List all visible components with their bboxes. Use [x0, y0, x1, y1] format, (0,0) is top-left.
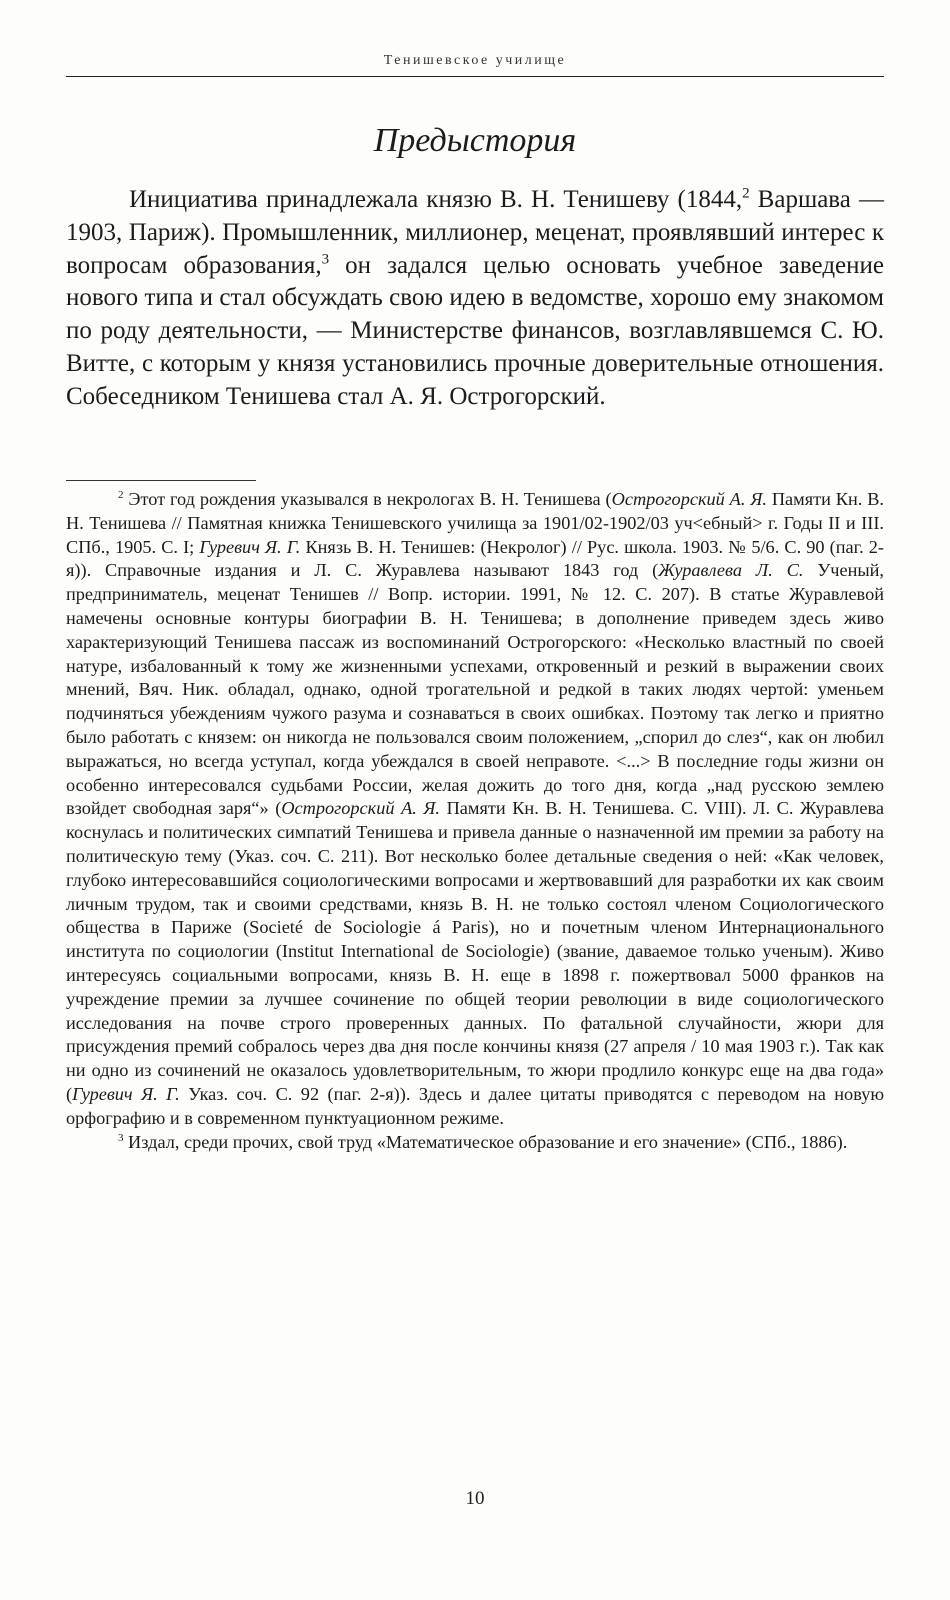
footnote-3 [66, 1131, 884, 1155]
body-text-3: он задался целью основать учебное заведение нового типа и стал обсуждать свою идею в ведомстве, хорошо ему знакомом по роду деятельности, — Министерстве финансов, возглавлявшемся С. Ю. Витте, с которым у князя установились прочные доверительные отношения. Собеседником Тенишева стал А. Я. Острогорский. [66, 251, 884, 410]
footnote-text: Князь В. Н. Тенишев: (Некролог) // Рус. школа. 1903. № 5/6. С. 90 (паг. 2-я)). Справочные издания и Л. С. Журавлева называют 1843 год ( [66, 536, 884, 581]
main-paragraph [66, 184, 884, 414]
footnote-text: Памяти Кн. В. Н. Тенишева // Памятная книжка Тенишевского училища за 1901/02-1902/03 уч<ебный> г. Годы II и III. СПб., 1905. С. I; [66, 489, 885, 557]
footnote-text: Издал, среди прочих, свой труд «Математическое образование и его значение» (СПб., 1886). [123, 1131, 848, 1152]
footnote-text: Этот год рождения указывался в некрологах В. Н. Тенишева ( [123, 489, 612, 509]
footnote-number: 2 [118, 488, 124, 501]
citation-author: Гуревич Я. Г. [199, 536, 301, 557]
running-head: Тенишевское училище [383, 53, 567, 68]
footnote-text: Указ. соч. С. 92 (паг. 2-я)). Здесь и далее цитаты приводятся с переводом на новую орфографию и в современном пунктуационном режиме. [66, 1083, 885, 1128]
section-title: Предыстория [373, 122, 577, 159]
citation-author: Журавлева Л. С. [658, 560, 804, 581]
footnotes [66, 488, 884, 1154]
body-text-1: Инициатива принадлежала князю В. Н. Тенишеву (1844, [129, 186, 743, 213]
footnote-text: Ученый, предприниматель, меценат Тенишев // Вопр. истории. 1991, № 12. С. 207). В статье Журавлевой намечены основные контуры биографии В. Н. Тенишева; в дополнение приведем здесь живо характеризующий Тенишева пассаж из воспоминаний Острогорского: «Несколько властный по своей натуре, избалованный к тому же жизненными успехами, откровенный и резкий в выражении своих мнений, Вяч. Ник. обладал, однако, одной трогательной и редкой в таких людях чертой: уменьем подчиняться убеждениям чужого разума и сознаваться в своих ошибках. Поэтому так легко и приятно было работать с князем: он никогда не пользовался своим положением, „спорил до слез“, как он любил выражаться, но всегда уступал, когда убеждался в своей неправоте. <...> В последние годы жизни он особенно интересовался судьбами России, желая дожить до того дня, когда „над русскою землею взойдет свободная заря“» ( [66, 560, 884, 819]
footnote-ref-2[interactable]: 2 [742, 185, 750, 202]
page-number: 10 [465, 1488, 485, 1509]
footnote-separator [66, 480, 256, 481]
header-rule [66, 76, 884, 77]
citation-author: Гуревич Я. Г. [72, 1083, 180, 1104]
citation-author: Острогорский А. Я. [281, 798, 440, 819]
citation-author: Острогорский А. Я. [611, 489, 767, 509]
body-text-2: Варшава — 1903, Париж). Промышленник, миллионер, меценат, проявлявший интерес к вопросам образования, [66, 186, 884, 279]
footnote-ref-3[interactable]: 3 [321, 251, 330, 268]
footnote-text: Памяти Кн. В. Н. Тенишева. С. VIII). Л. С. Журавлева коснулась и политических симпатий Тенишева и привела данные о назначенной им премии за работу на политическую тему (Указ. соч. С. 211). Вот несколько более детальные сведения о ней: «Как человек, глубоко интересовавшийся социологическими вопросами и жертвовавший для разработки их как своим личным трудом, так и своими средствами, князь В. Н. не только состоял членом Социологического общества в Париже (Societé de Sociologie á Paris), но и почетным членом Интернационального института по социологии (Institut International de Sociologie) (звание, даваемое только ученым). Живо интересуясь социальными вопросами, князь В. Н. еще в 1898 г. пожертвовал 5000 франков на учреждение премии за лучшее сочинение по общей теории революции в виде социологического исследования на почве строго проверенных данных. По фатальной случайности, жюри для присуждения премий собралось через два дня после кончины князя (27 апреля / 10 мая 1903 г.). Так как ни одно из сочинений не оказалось удовлетворительным, то жюри продлило конкурс еще на два года» ( [66, 798, 885, 1104]
footnote-number: 3 [118, 1131, 124, 1144]
footnote-2 [66, 488, 884, 1131]
